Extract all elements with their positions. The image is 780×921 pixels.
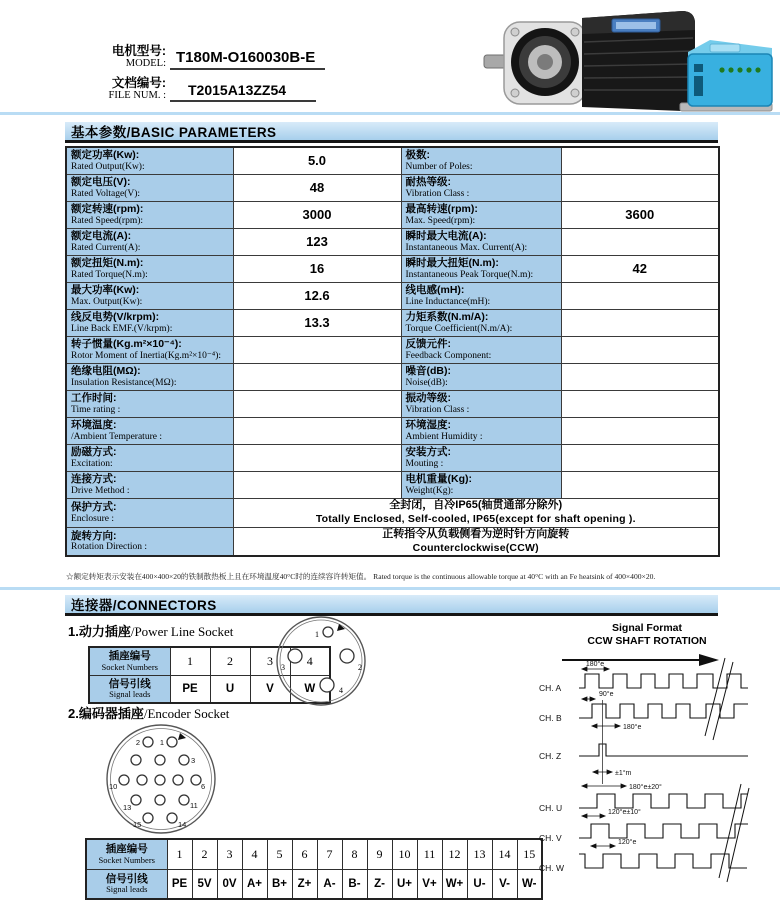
label-cn: 额定电流(A):	[71, 229, 132, 242]
signal-format-diagram	[527, 616, 780, 918]
signal-format-title: Signal Format	[611, 622, 683, 634]
param-label-cell	[66, 147, 233, 174]
signal-lead-cell: V	[250, 675, 290, 703]
label-cn: 力矩系数(N.m/A):	[405, 310, 489, 323]
channel-label: CH. Z	[539, 751, 562, 761]
pin-label: 3	[191, 756, 196, 765]
signal-lead-cell: W+	[442, 869, 467, 899]
param-value-cell	[561, 282, 719, 309]
signal-lead-cell: A-	[317, 869, 342, 899]
socket-number-cell: 5	[267, 839, 292, 869]
waveform-ch-v	[579, 824, 748, 838]
socket-number-cell: 8	[342, 839, 367, 869]
param-value-cell	[233, 417, 401, 444]
param-label-cell	[401, 417, 561, 444]
model-row	[92, 44, 325, 70]
socket-number-cell: 1	[167, 839, 192, 869]
param-label-cell	[401, 147, 561, 174]
label-cn: 噪音(dB):	[405, 364, 451, 377]
label-en: Instantaneous Peak Torque(N.m):	[405, 269, 534, 280]
waveform-ch-u	[579, 794, 748, 808]
label-en: Rated Current(A):	[71, 242, 141, 253]
socket-numbers-header	[89, 647, 170, 675]
socket-number-cell: 14	[492, 839, 517, 869]
table-row	[66, 417, 719, 444]
enclosure-value-cell	[233, 498, 719, 527]
annotation: 180°e	[623, 724, 642, 731]
socket-number-cell: 11	[417, 839, 442, 869]
param-value-cell: 3000	[233, 201, 401, 228]
header-cn: 插座编号	[105, 843, 148, 856]
encoder-socket-title-cn: 2.编码器插座	[68, 706, 144, 721]
pin-3	[288, 649, 302, 663]
param-label-cell	[66, 471, 233, 498]
socket-number-cell: 6	[292, 839, 317, 869]
socket-number-cell: 2	[192, 839, 217, 869]
model-label-en: MODEL:	[125, 58, 166, 70]
param-value-cell: 42	[561, 255, 719, 282]
label-en: Excitation:	[71, 458, 113, 469]
label-en: /Ambient Temperature :	[71, 431, 162, 442]
param-label-cell	[66, 255, 233, 282]
ccw-rotation-title: CCW SHAFT ROTATION	[587, 635, 707, 647]
channel-label: CH. B	[539, 713, 562, 723]
socket-number-cell: 9	[367, 839, 392, 869]
param-value-cell	[233, 444, 401, 471]
label-cn: 额定电压(V):	[71, 175, 131, 188]
label-cn: 额定功率(Kw):	[71, 149, 140, 162]
label-cn: 线反电势(V/krpm):	[71, 310, 160, 323]
channel-label: CH. A	[539, 683, 562, 693]
channel-label: CH. U	[539, 803, 563, 813]
header-en: Signal leads	[109, 689, 151, 700]
label-en: Line Inductance(mH):	[405, 296, 491, 307]
label-cn: 旋转方向:	[71, 529, 117, 542]
pin-label: 11	[190, 801, 198, 810]
pin-label: 15	[133, 820, 142, 829]
param-label-cell	[66, 444, 233, 471]
signal-lead-cell: A+	[242, 869, 267, 899]
signal-lead-cell: U	[210, 675, 250, 703]
pin-2	[340, 649, 354, 663]
label-en: Rotor Moment of Inertia(Kg.m²×10⁻⁴):	[71, 350, 222, 361]
label-cn: 极数:	[405, 149, 430, 162]
label-en: Line Back EMF.(V/krpm):	[71, 323, 173, 334]
rotation-arrow-head-icon	[699, 654, 719, 666]
socket-number-cell: 10	[392, 839, 417, 869]
encoder-socket-table	[85, 838, 543, 900]
label-en: Instantaneous Max. Current(A):	[405, 242, 528, 253]
annotation: 120°e	[618, 839, 637, 846]
signal-lead-cell: V+	[417, 869, 442, 899]
signal-lead-cell: Z-	[367, 869, 392, 899]
table-row	[66, 444, 719, 471]
label-cn: 安装方式:	[405, 445, 451, 458]
param-value-cell	[561, 309, 719, 336]
label-en: Vibration Class :	[405, 404, 470, 415]
label-en: Enclosure :	[71, 513, 115, 524]
param-label-cell	[401, 390, 561, 417]
param-value-cell: 5.0	[233, 147, 401, 174]
label-cn: 最大功率(Kw):	[71, 283, 140, 296]
model-value: T180M-O160030B-E	[170, 48, 325, 70]
param-value-cell	[561, 390, 719, 417]
label-cn: 连接方式:	[71, 472, 117, 485]
signal-leads-header	[86, 869, 167, 899]
pin-label: 2	[358, 663, 362, 672]
param-value-cell	[561, 444, 719, 471]
pin-label: 4	[339, 686, 343, 695]
file-num-row	[92, 76, 325, 102]
encoder-socket-title-en: /Encoder Socket	[143, 706, 230, 721]
param-value-cell: 13.3	[233, 309, 401, 336]
waveform-ch-z	[579, 744, 748, 756]
table-row	[66, 255, 719, 282]
label-en: Rotation Direction :	[71, 542, 147, 553]
param-value-cell	[233, 363, 401, 390]
label-en: Ambient Humidity :	[405, 431, 483, 442]
socket-number-cell: 12	[442, 839, 467, 869]
param-value-cell	[233, 336, 401, 363]
param-label-cell	[66, 201, 233, 228]
label-en: Weight(Kg):	[405, 485, 454, 496]
socket-number-cell: 13	[467, 839, 492, 869]
section-divider-bottom	[0, 587, 780, 590]
socket-number-cell: 4	[290, 647, 330, 675]
param-label-cell	[401, 201, 561, 228]
annotation: 180°e±20°	[629, 784, 662, 791]
param-value-cell: 123	[233, 228, 401, 255]
header-en: Socket Numbers	[98, 854, 155, 865]
label-en: Insulation Resistance(MΩ):	[71, 377, 177, 388]
label-en: Drive Method :	[71, 485, 130, 496]
table-row	[66, 390, 719, 417]
header-cn: 信号引线	[105, 872, 148, 885]
table-row	[66, 174, 719, 201]
file-num-label-en: FILE NUM. :	[108, 90, 166, 102]
signal-lead-cell: B+	[267, 869, 292, 899]
label-en: Mouting :	[405, 458, 444, 469]
label-cn: 线电感(mH):	[405, 283, 465, 296]
waveform-ch-b	[579, 704, 748, 718]
param-value-cell	[561, 363, 719, 390]
pin-label: 14	[178, 820, 187, 829]
label-en: Noise(dB):	[405, 377, 448, 388]
signal-lead-cell: 5V	[192, 869, 217, 899]
annotation: ±1°m	[615, 770, 632, 777]
pin-label: 3	[281, 663, 285, 672]
table-row	[66, 282, 719, 309]
label-cn: 振动等级:	[405, 391, 451, 404]
socket-number-cell: 2	[210, 647, 250, 675]
param-label-cell	[66, 417, 233, 444]
param-label-cell	[66, 282, 233, 309]
annotation: 180°e	[585, 661, 605, 668]
socket-number-cell: 7	[317, 839, 342, 869]
table-row	[66, 309, 719, 336]
param-label-cell	[401, 309, 561, 336]
param-label-cell	[66, 309, 233, 336]
label-en: Rated Voltage(V):	[71, 188, 141, 199]
label-cn: 环境温度:	[71, 418, 117, 431]
header-en: Socket Numbers	[101, 661, 158, 672]
param-label-cell	[66, 363, 233, 390]
signal-lead-cell: B-	[342, 869, 367, 899]
basic-parameters-header	[65, 122, 718, 143]
pin-label: 13	[123, 803, 132, 812]
param-label-cell	[66, 390, 233, 417]
product-photo	[482, 4, 774, 116]
param-label-cell	[66, 228, 233, 255]
title-block	[92, 44, 325, 108]
pin-label: 1	[315, 630, 319, 639]
basic-parameters-table	[65, 146, 720, 557]
label-cn: 环境湿度:	[405, 418, 451, 431]
rotation-value-cn: 正转指令从负载侧看为逆时针方向旋转	[382, 528, 570, 541]
param-label-cell	[401, 471, 561, 498]
section-divider-top	[0, 112, 780, 115]
label-cn: 耐热等级:	[405, 175, 451, 188]
param-label-cell	[401, 336, 561, 363]
pin-1	[323, 627, 333, 637]
table-row	[66, 471, 719, 498]
socket-numbers-header	[86, 839, 167, 869]
param-label-cell	[66, 527, 233, 556]
power-socket-diagram	[263, 613, 381, 711]
table-row	[66, 201, 719, 228]
param-value-cell	[561, 228, 719, 255]
label-cn: 工作时间:	[71, 391, 117, 404]
socket-number-cell: 3	[250, 647, 290, 675]
param-value-cell	[561, 417, 719, 444]
model-label	[92, 44, 166, 70]
header-cn: 插座编号	[108, 650, 151, 663]
power-socket-title-en: /Power Line Socket	[130, 624, 234, 639]
param-label-cell	[66, 498, 233, 527]
pin-label: 2	[135, 738, 140, 747]
label-en: Time rating :	[71, 404, 121, 415]
table-row	[66, 363, 719, 390]
rotation-value-en: Counterclockwise(CCW)	[412, 541, 539, 554]
controller-vent	[694, 76, 703, 96]
annotation: 90°e	[599, 691, 614, 698]
param-label-cell	[401, 174, 561, 201]
label-cn: 额定扭矩(N.m):	[71, 256, 144, 269]
label-en: Feedback Component:	[405, 350, 492, 361]
param-label-cell	[401, 444, 561, 471]
connectors-header	[65, 595, 718, 616]
label-cn: 最高转速(rpm):	[405, 202, 478, 215]
label-en: Max. Speed(rpm):	[405, 215, 476, 226]
label-cn: 瞬时最大扭矩(N.m):	[405, 256, 499, 269]
file-num-value: T2015A13ZZ54	[170, 81, 316, 102]
label-en: Rated Output(Kw):	[71, 161, 145, 172]
rotation-row	[66, 527, 719, 556]
pin-4	[320, 678, 334, 692]
param-label-cell	[401, 255, 561, 282]
label-en: Vibration Class :	[405, 188, 470, 199]
param-label-cell	[66, 174, 233, 201]
param-value-cell	[561, 174, 719, 201]
basic-parameters-title: 基本参数/BASIC PARAMETERS	[71, 125, 277, 140]
signal-leads-header	[89, 675, 170, 703]
table-row	[66, 147, 719, 174]
table-row	[66, 228, 719, 255]
param-value-cell: 3600	[561, 201, 719, 228]
label-cn: 额定转速(rpm):	[71, 202, 144, 215]
label-en: Max. Output(Kw):	[71, 296, 143, 307]
signal-lead-cell: U-	[467, 869, 492, 899]
enclosure-row	[66, 498, 719, 527]
socket-number-cell: 4	[242, 839, 267, 869]
rotation-value-cell	[233, 527, 719, 556]
param-value-cell: 16	[233, 255, 401, 282]
signal-lead-cell: PE	[167, 869, 192, 899]
file-num-label	[92, 76, 166, 102]
channel-label: CH. W	[539, 863, 565, 873]
param-value-cell: 48	[233, 174, 401, 201]
signal-lead-cell: W	[290, 675, 330, 703]
waveform-ch-a	[579, 674, 748, 688]
param-value-cell: 12.6	[233, 282, 401, 309]
note-cn: ☆额定转矩表示安装在400×400×20的铁制散热板上且在环境温度40°C时的连续容许转矩值。	[66, 572, 372, 581]
table-row	[86, 839, 542, 869]
file-num-label-cn: 文档编号:	[111, 75, 166, 90]
signal-lead-cell: Z+	[292, 869, 317, 899]
header-en: Signal leads	[106, 884, 148, 895]
pin-label: 10	[109, 782, 118, 791]
annotation: 120°e±10°	[608, 809, 641, 816]
table-row	[66, 336, 719, 363]
socket-number-cell: 15	[517, 839, 542, 869]
signal-lead-cell: W-	[517, 869, 542, 899]
param-label-cell	[401, 228, 561, 255]
label-en: Torque Coefficient(N.m/A):	[405, 323, 513, 334]
param-label-cell	[401, 282, 561, 309]
socket-number-cell: 1	[170, 647, 210, 675]
label-en: Rated Torque(N.m):	[71, 269, 148, 280]
label-cn: 绝缘电阻(MΩ):	[71, 364, 141, 377]
pin-label: 1	[159, 738, 164, 747]
param-value-cell	[233, 390, 401, 417]
param-value-cell	[561, 471, 719, 498]
power-socket-subtitle	[68, 621, 233, 640]
rated-torque-note	[66, 571, 716, 582]
header-cn: 信号引线	[108, 677, 151, 690]
model-label-cn: 电机型号:	[111, 44, 166, 58]
break-marks	[705, 658, 749, 882]
connectors-title: 连接器/CONNECTORS	[71, 598, 217, 613]
label-cn: 瞬时最大电流(A):	[405, 229, 487, 242]
signal-lead-cell: 0V	[217, 869, 242, 899]
label-cn: 转子惯量(Kg.m²×10⁻⁴):	[71, 337, 182, 350]
label-cn: 保护方式:	[71, 500, 117, 513]
enclosure-value-en: Totally Enclosed, Self-cooled, IP65(except for shaft opening ).	[315, 513, 636, 526]
signal-lead-cell: V-	[492, 869, 517, 899]
label-en: Rated Speed(rpm):	[71, 215, 144, 226]
socket-number-cell: 3	[217, 839, 242, 869]
table-row	[86, 869, 542, 899]
signal-lead-cell: PE	[170, 675, 210, 703]
pin-label: 6	[201, 782, 206, 791]
channel-label: CH. V	[539, 833, 562, 843]
param-label-cell	[66, 336, 233, 363]
param-value-cell	[561, 147, 719, 174]
signal-lead-cell: U+	[392, 869, 417, 899]
power-socket-title-cn: 1.动力插座	[68, 624, 131, 639]
encoder-socket-diagram	[95, 720, 227, 838]
enclosure-value-cn: 全封闭，自冷IP65(轴贯通部分除外)	[389, 499, 563, 512]
note-en: Rated torque is the continuous allowable torque at 40°C with an Fe heatsink of 400×400×20.	[373, 572, 656, 581]
label-en: Number of Poles:	[405, 161, 473, 172]
param-value-cell	[561, 336, 719, 363]
label-cn: 电机重量(Kg):	[405, 472, 472, 485]
param-value-cell	[233, 471, 401, 498]
param-label-cell	[401, 363, 561, 390]
label-cn: 反馈元件:	[405, 337, 451, 350]
label-cn: 励磁方式:	[71, 445, 117, 458]
